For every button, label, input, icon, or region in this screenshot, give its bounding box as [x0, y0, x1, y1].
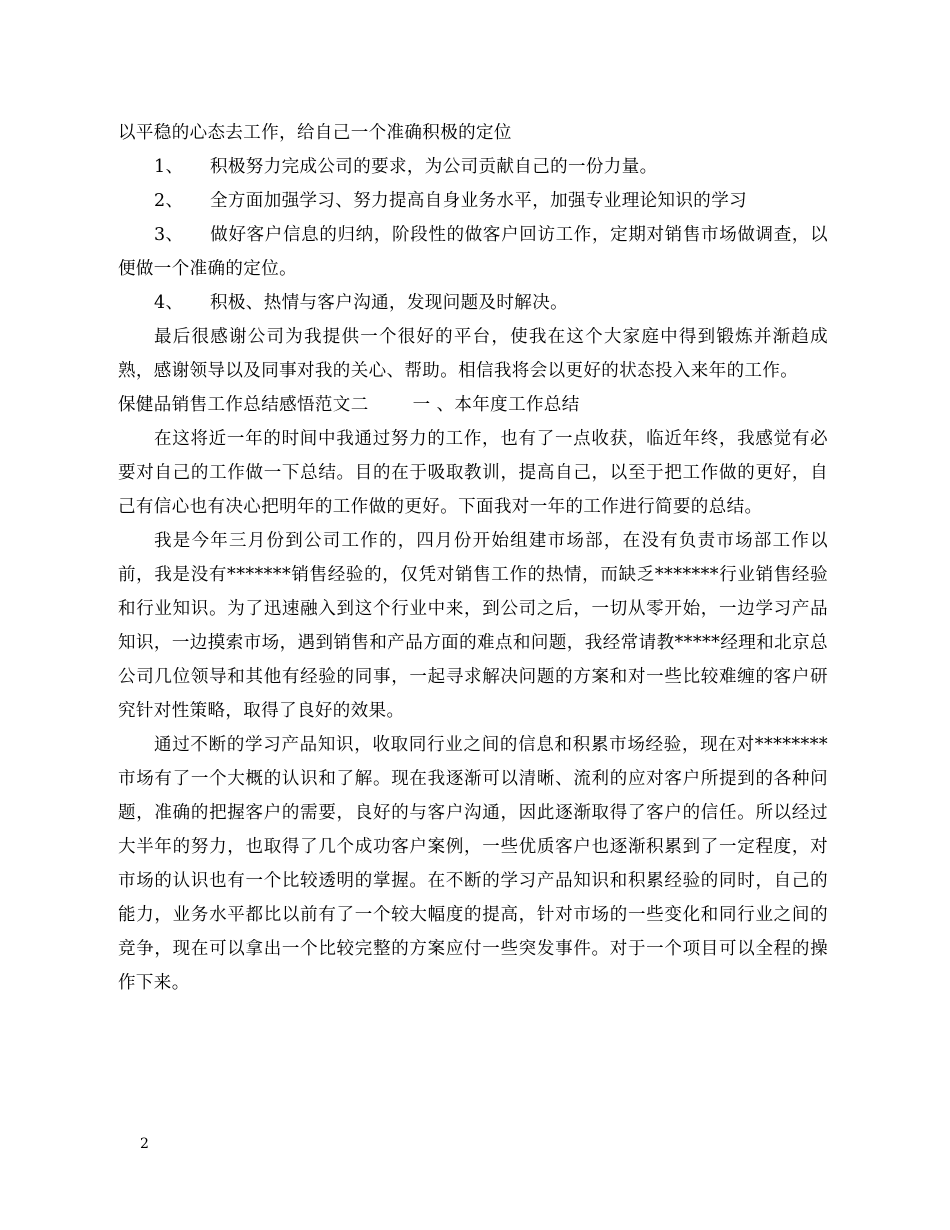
page-number: 2 [140, 1136, 149, 1152]
list-text: 积极、热情与客户沟通，发现问题及时解决。 [210, 293, 568, 313]
list-text: 全方面加强学习、努力提高自身业务水平，加强专业理论知识的学习 [210, 191, 747, 211]
list-number: 4、 [154, 293, 184, 313]
list-item-3 [118, 218, 828, 286]
paragraph-thanks: 最后很感谢公司为我提供一个很好的平台，使我在这个大家庭中得到锻炼并渐趋成熟，感谢领导以及同事对我的关心、帮助。相信我将会以更好的状态投入来年的工作。 [118, 327, 828, 381]
document-body [118, 116, 828, 1000]
list-number: 2、 [154, 191, 184, 211]
list-number: 1、 [154, 157, 184, 177]
list-number: 3、 [154, 225, 184, 245]
list-text: 做好客户信息的归纳，阶段性的做客户回访工作，定期对销售市场做调查，以便做一个准确的定位。 [118, 225, 828, 279]
list-item-2 [118, 184, 828, 218]
heading-title: 保健品销售工作总结感悟范文二 [118, 395, 369, 415]
paragraph-progress: 通过不断的学习产品知识，收取同行业之间的信息和积累市场经验，现在对********市场有了一个大概的认识和了解。现在我逐渐可以清晰、流利的应对客户所提到的各种问题，准确的把握客户的需要，良好的与客户沟通，因此逐渐取得了客户的信任。所以经过大半年的努力，也取得了几个成功客户案例，一些优质客户也逐渐积累到了一定程度，对市场的认识也有一个比较透明的掌握。在不断的学习产品知识和积累经验的同时，自己的能力，业务水平都比以前有了一个较大幅度的提高，针对市场的一些变化和同行业之间的竞争，现在可以拿出一个比较完整的方案应付一些突发事件。对于一个项目可以全程的操作下来。 [118, 735, 828, 993]
list-text: 积极努力完成公司的要求，为公司贡献自己的一份力量。 [210, 157, 658, 177]
heading-subtitle: 一 、本年度工作总结 [412, 395, 580, 415]
paragraph-summary-intro: 在这将近一年的时间中我通过努力的工作，也有了一点收获，临近年终，我感觉有必要对自己的工作做一下总结。目的在于吸取教训，提高自己，以至于把工作做的更好，自己有信心也有决心把明年的工作做的更好。下面我对一年的工作进行简要的总结。 [118, 429, 828, 517]
list-item-1 [118, 150, 828, 184]
paragraph-experience: 我是今年三月份到公司工作的，四月份开始组建市场部，在没有负责市场部工作以前，我是没有*******销售经验的，仅凭对销售工作的热情，而缺乏*******行业销售经验和行业知识。为了迅速融入到这个行业中来，到公司之后，一切从零开始，一边学习产品知识，一边摸索市场，遇到销售和产品方面的难点和问题，我经常请教*****经理和北京总公司几位领导和其他有经验的同事，一起寻求解决问题的方案和对一些比较难缠的客户研究针对性策略，取得了良好的效果。 [118, 531, 828, 721]
list-item-4 [118, 286, 828, 320]
section-heading [118, 388, 828, 422]
paragraph-intro: 以平稳的心态去工作，给自己一个准确积极的定位 [118, 123, 512, 143]
